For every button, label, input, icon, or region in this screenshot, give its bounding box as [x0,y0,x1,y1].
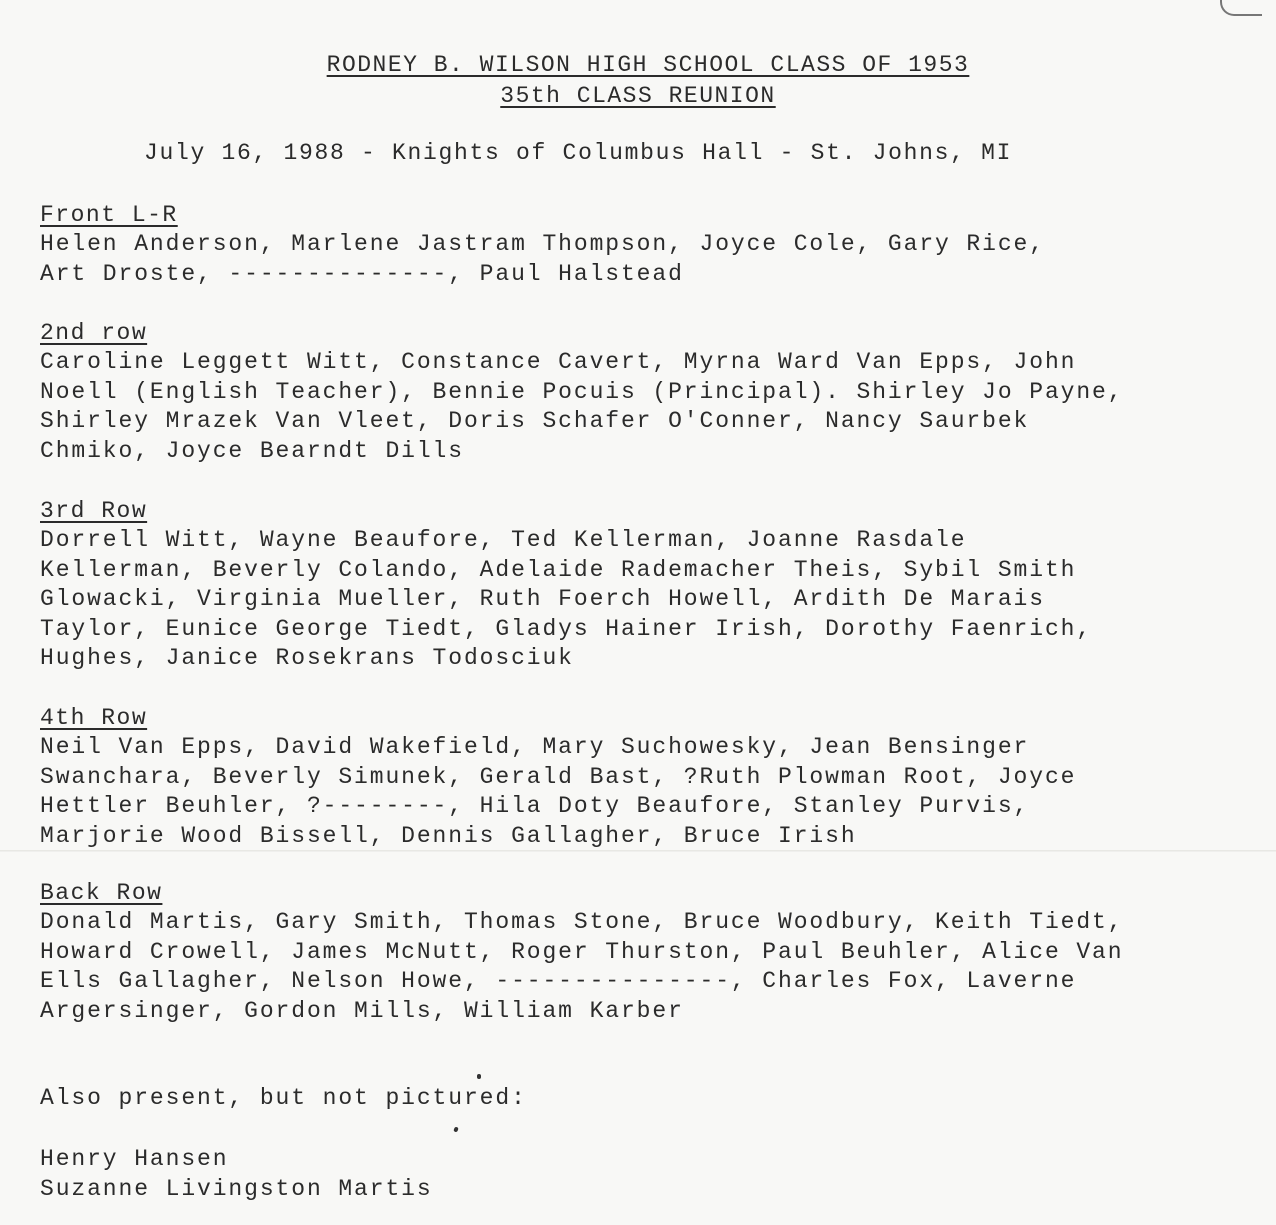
section-third-row [40,496,1260,674]
names-line: Helen Anderson, Marlene Jastram Thompson, Joyce Cole, Gary Rice, [40,231,1045,257]
names-line: Marjorie Wood Bissell, Dennis Gallagher, Bruce Irish [40,822,857,849]
names-line: Shirley Mrazek Van Vleet, Doris Schafer O'Conner, Nancy Saurbek [40,408,1030,434]
section-heading: 2nd row [40,320,148,346]
attendee-name: Henry Hansen [40,1146,229,1172]
corner-pen-mark [1220,0,1262,16]
also-present-label: Also present, but not pictured: [40,1085,527,1111]
names-line: Dorrell Witt, Wayne Beaufore, Ted Kellerman, Joanne Rasdale [40,527,967,553]
attendee-name: Suzanne Livingston Martis [40,1175,433,1202]
section-heading: 3rd Row [40,498,148,524]
names-line: Donald Martis, Gary Smith, Thomas Stone, Bruce Woodbury, Keith Tiedt, [40,909,1124,935]
names-line: Chmiko, Joyce Bearndt Dills [40,437,464,464]
also-present-names [40,1145,1260,1204]
names-line: Howard Crowell, James McNutt, Roger Thurston, Paul Beuhler, Alice Van [40,938,1124,965]
names-line: Caroline Leggett Witt, Constance Cavert, Myrna Ward Van Epps, John [40,349,1077,375]
section-second-row [40,318,1260,466]
title-line-1: RODNEY B. WILSON HIGH SCHOOL CLASS OF 1953 [326,52,970,78]
section-heading: Back Row [40,880,163,906]
names-line: Art Droste, --------------, Paul Halstead [40,260,684,287]
title-line-2: 35th CLASS REUNION [500,83,776,109]
names-line: Argersinger, Gordon Mills, William Karber [40,997,684,1024]
names-line: Kellerman, Beverly Colando, Adelaide Rademacher Theis, Sybil Smith [40,556,1077,583]
section-fourth-row [40,703,1260,851]
names-line: Noell (English Teacher), Bennie Pocuis (Principal). Shirley Jo Payne, [40,378,1124,405]
ink-speck [477,1074,481,1079]
names-line: Glowacki, Virginia Mueller, Ruth Foerch Howell, Ardith De Marais [40,586,1045,612]
names-line: Hettler Beuhler, ?--------, Hila Doty Beaufore, Stanley Purvis, [40,793,1030,819]
event-dateline: July 16, 1988 - Knights of Columbus Hall - St. Johns, MI [144,140,1013,166]
section-back-row [40,878,1260,1026]
names-line: Hughes, Janice Rosekrans Todosciuk [40,645,574,671]
section-front-row [40,200,1260,289]
names-line: Neil Van Epps, David Wakefield, Mary Suchowesky, Jean Bensinger [40,734,1030,760]
section-heading: 4th Row [40,705,148,731]
section-heading: Front L-R [40,202,178,228]
names-line: Taylor, Eunice George Tiedt, Gladys Hainer Irish, Dorothy Faenrich, [40,615,1093,642]
ink-speck [453,1126,458,1132]
names-line: Swanchara, Beverly Simunek, Gerald Bast, ?Ruth Plowman Root, Joyce [40,763,1077,790]
also-present-label-block [40,1084,1260,1114]
names-line: Ells Gallagher, Nelson Howe, ---------------, Charles Fox, Laverne [40,968,1077,994]
